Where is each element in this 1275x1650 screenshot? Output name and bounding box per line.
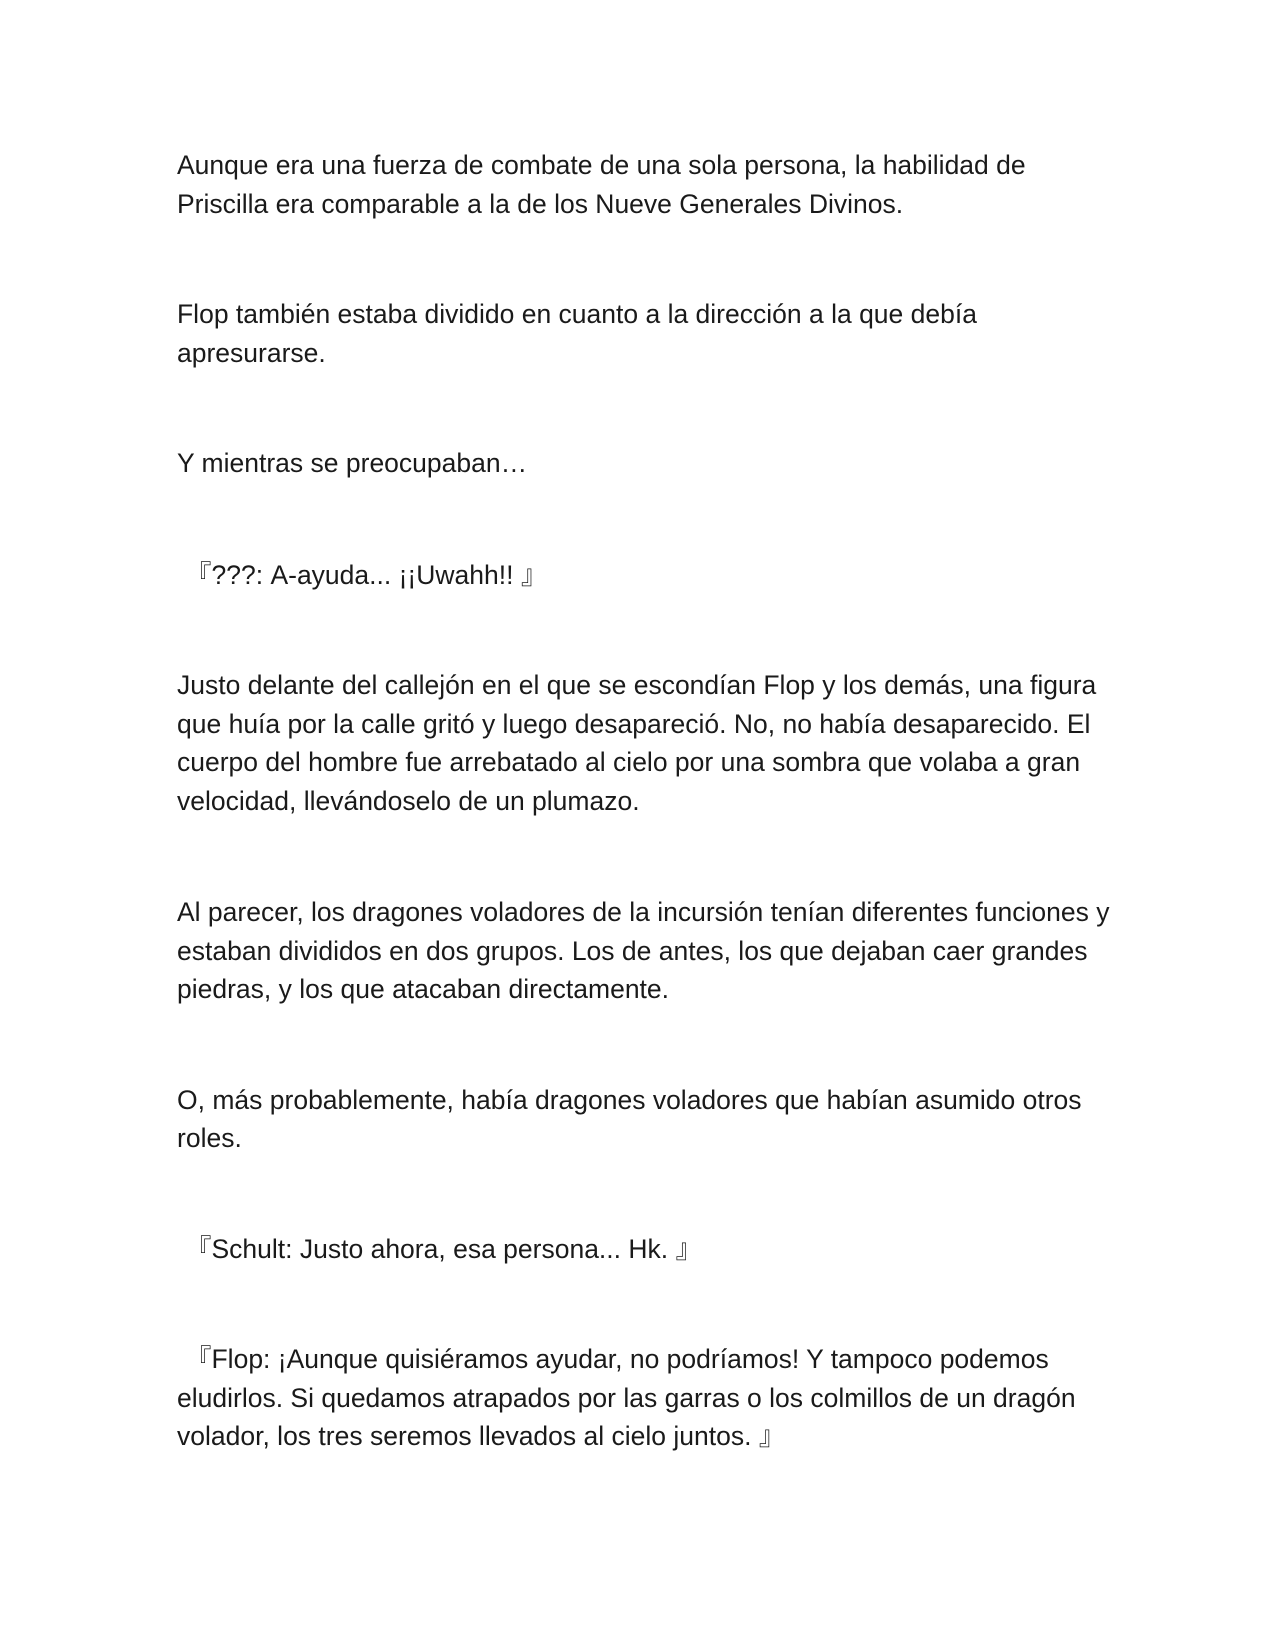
paragraph-narration: Aunque era una fuerza de combate de una sola persona, la habilidad de Priscilla era comparable a la de los Nueve Generales Divinos.: [177, 150, 1026, 219]
paragraph-dialogue: 『Flop: ¡Aunque quisiéramos ayudar, no podríamos! Y tampoco podemos eludirlos. Si quedamos atrapados por las garras o los colmillos de un dragón volador, los tres seremos llevados al cielo juntos. 』: [177, 1344, 1076, 1451]
paragraph-narration: Y mientras se preocupaban…: [177, 448, 528, 478]
paragraph-narration: Al parecer, los dragones voladores de la incursión tenían diferentes funciones y estaban divididos en dos grupos. Los de antes, los que dejaban caer grandes piedras, y los que atacaban directamente.: [177, 897, 1110, 1004]
paragraph-dialogue: 『???: A-ayuda... ¡¡Uwahh!! 』: [185, 559, 548, 590]
paragraph-narration: Flop también estaba dividido en cuanto a la dirección a la que debía apresurarse.: [177, 299, 977, 368]
paragraph-narration: O, más probablemente, había dragones voladores que habían asumido otros roles.: [177, 1084, 1082, 1153]
paragraph-narration: Justo delante del callejón en el que se escondían Flop y los demás, una figura que huía por la calle gritó y luego desapareció. No, no había desaparecido. El cuerpo del hombre fue arrebatado al cielo por una sombra que volaba a gran velocidad, llevándoselo de un plumazo.: [177, 670, 1097, 816]
paragraph-dialogue: 『Schult: Justo ahora, esa persona... Hk. 』: [185, 1233, 702, 1264]
text-column: [177, 146, 1117, 1456]
